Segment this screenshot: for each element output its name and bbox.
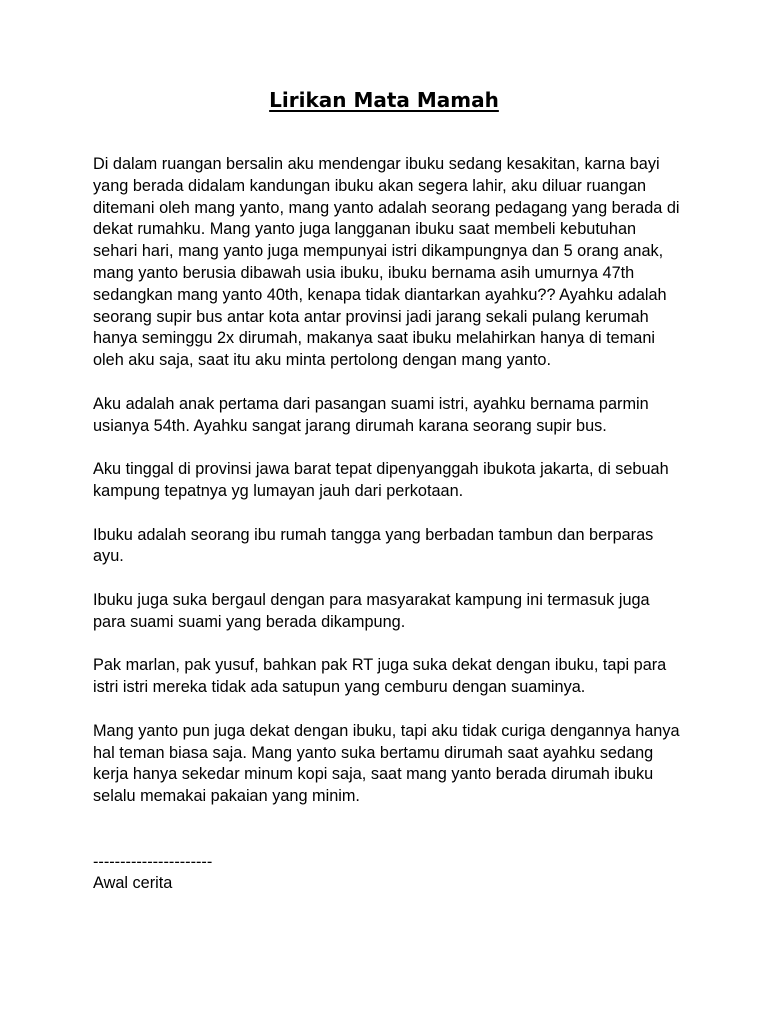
section-separator: ----------------------: [93, 852, 213, 871]
paragraph-1: Di dalam ruangan bersalin aku mendengar ibuku sedang kesakitan, karna bayi yang berada didalam kandungan ibuku akan segera lahir, aku diluar ruangan ditemani oleh mang yanto, mang yanto adalah seorang pedagang yang berada di dekat rumahku. Mang yanto juga langganan ibuku saat membeli kebutuhan sehari hari, mang yanto juga mempunyai istri dikampungnya dan 5 orang anak, mang yanto berusia dibawah usia ibuku, ibuku bernama asih umurnya 47th sedangkan mang yanto 40th, kenapa tidak diantarkan ayahku?? Ayahku adalah seorang supir bus antar kota antar provinsi jadi jarang sekali pulang kerumah hanya seminggu 2x dirumah, makanya saat ibuku melahirkan hanya di temani oleh aku saja, saat itu aku minta pertolong dengan mang yanto.: [93, 155, 680, 370]
paragraph-6: Pak marlan, pak yusuf, bahkan pak RT juga suka dekat dengan ibuku, tapi para istri istri mereka tidak ada satupun yang cemburu dengan suaminya.: [93, 656, 667, 697]
paragraph-3: Aku tinggal di provinsi jawa barat tepat dipenyanggah ibukota jakarta, di sebuah kampung tepatnya yg lumayan jauh dari perkotaan.: [93, 460, 669, 500]
paragraph-5: Ibuku juga suka bergaul dengan para masyarakat kampung ini termasuk juga para suami suami yang berada dikampung.: [93, 590, 650, 631]
paragraph-7: Mang yanto pun juga dekat dengan ibuku, tapi aku tidak curiga dengannya hanya hal teman biasa saja. Mang yanto suka bertamu dirumah saat ayahku sedang kerja hanya sekedar minum kopi saja, saat mang yanto berada dirumah ibuku selalu memakai pakaian yang minim.: [93, 721, 680, 806]
document-body: [93, 154, 683, 895]
paragraph-4: Ibuku adalah seorang ibu rumah tangga yang berbadan tambun dan berparas ayu.: [93, 525, 654, 566]
paragraph-2: Aku adalah anak pertama dari pasangan suami istri, ayahku bernama parmin usianya 54th. Ayahku sangat jarang dirumah karana seorang supir bus.: [93, 394, 649, 435]
footer-label: Awal cerita: [93, 874, 173, 893]
document-title: Lirikan Mata Mamah: [269, 88, 499, 112]
